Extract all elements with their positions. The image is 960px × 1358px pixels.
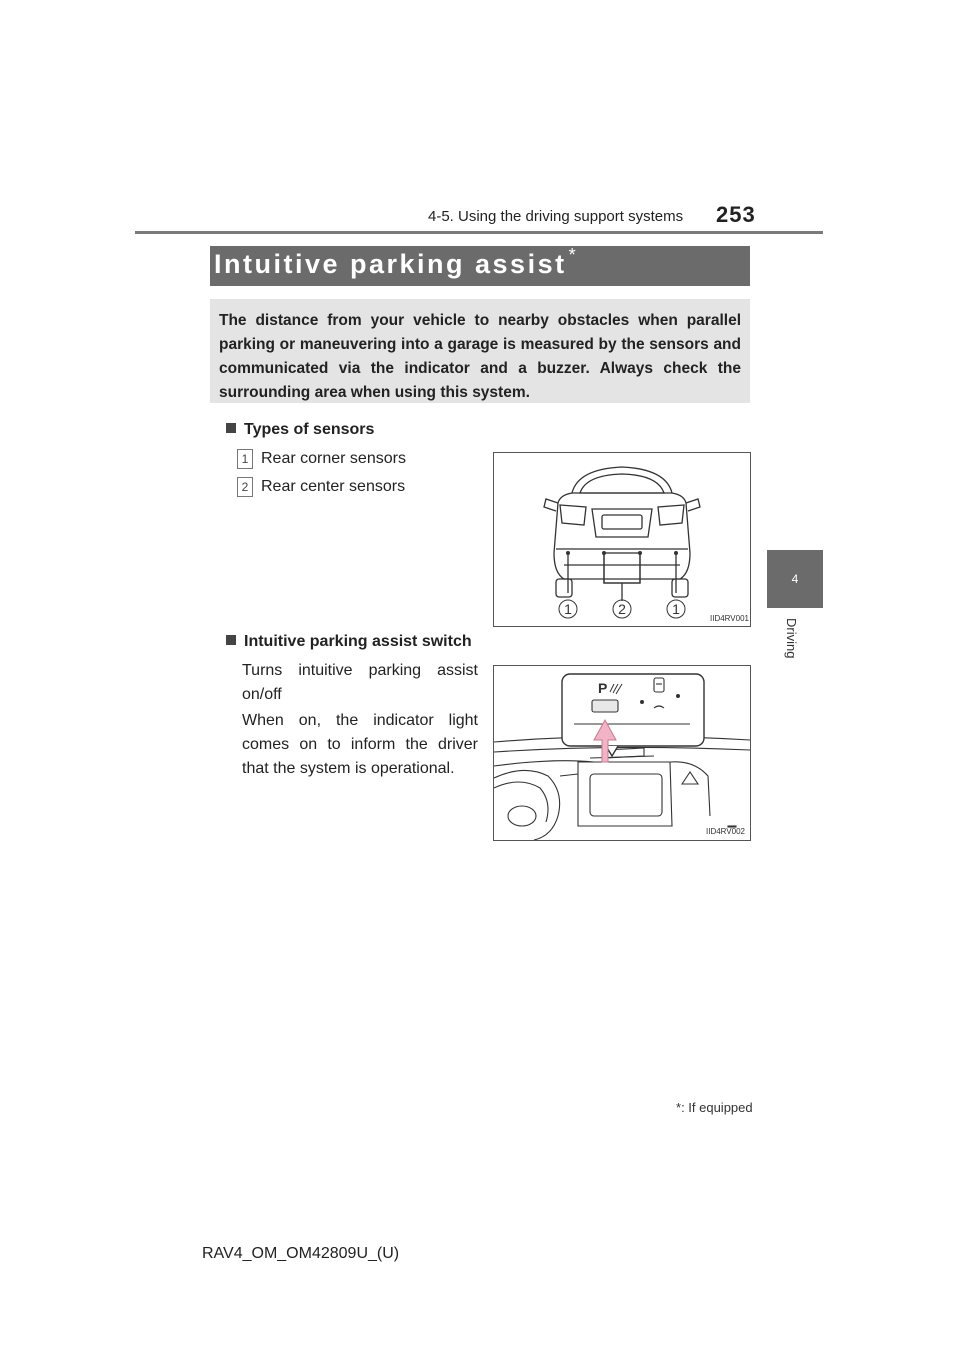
vehicle-rear-illustration: [494, 453, 750, 626]
center-sensor-marker: [602, 551, 606, 555]
switch-heading: [226, 633, 472, 651]
title-asterisk: *: [568, 245, 579, 265]
corner-sensor-marker: [674, 551, 678, 555]
square-bullet-icon: [226, 635, 236, 645]
figure-code: IID4RV002: [706, 827, 745, 836]
square-bullet-icon: [226, 423, 236, 433]
chapter-tab-label: Driving: [784, 618, 799, 659]
page-number: 253: [716, 202, 756, 227]
callout-label: 1: [564, 601, 572, 617]
footer-document-code: RAV4_OM_OM42809U_(U): [202, 1245, 400, 1262]
intro-text: The distance from your vehicle to nearby obstacles when parallel parking or maneuvering into a garage is measured by the sensors and communicated via the indicator and a buzzer. Always check the surrounding area when using this system.: [219, 312, 741, 401]
center-sensor-marker: [638, 551, 642, 555]
figure-code: IID4RV001: [710, 614, 749, 623]
switch-paragraph-1: Turns intuitive parking assist on/off: [242, 662, 478, 703]
running-header-section: 4-5. Using the driving support systems: [428, 208, 684, 225]
chapter-tab: 4: [767, 550, 823, 608]
types-heading: [226, 421, 374, 439]
list-item-label: Rear corner sensors: [261, 450, 406, 468]
parking-assist-glyph: P: [598, 680, 608, 696]
callout-label: 1: [672, 601, 680, 617]
list-item: [237, 477, 405, 497]
list-item: [237, 449, 406, 469]
figure-rear-sensors: [493, 452, 751, 627]
callout-label: 2: [618, 601, 626, 617]
page-title: [214, 245, 579, 280]
switch-heading-text: Intuitive parking assist switch: [244, 633, 472, 650]
callout-number-icon: 1: [237, 449, 253, 469]
footnote-asterisk: *: [676, 1100, 682, 1115]
callout-number-icon: 2: [237, 477, 253, 497]
footnote: [676, 1100, 753, 1115]
header-rule: [135, 231, 823, 234]
types-heading-text: Types of sensors: [244, 421, 375, 438]
footnote-text: : If equipped: [681, 1100, 753, 1115]
list-item-label: Rear center sensors: [261, 478, 406, 496]
corner-sensor-marker: [566, 551, 570, 555]
page-title-text: Intuitive parking assist: [214, 249, 567, 279]
figure-switch-location: [493, 665, 751, 841]
switch-paragraph-2: When on, the indicator light comes on to inform the driver that the system is operational.: [242, 712, 478, 777]
dashboard-illustration: [494, 666, 750, 840]
